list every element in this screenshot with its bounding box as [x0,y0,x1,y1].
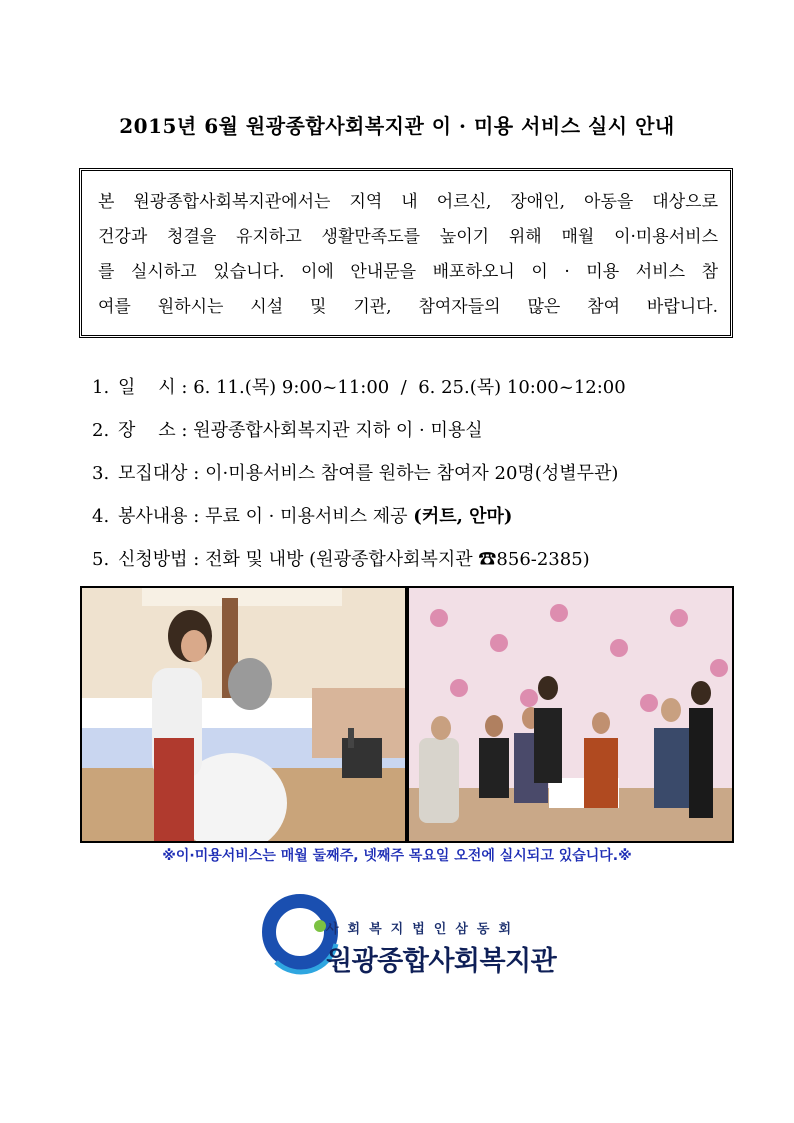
group-photo [409,588,732,841]
notice-line: 건강과 청결을 유지하고 생활만족도를 높이기 위해 매월 이·미용서비스 [98,227,718,247]
logo-subtitle: 사회복지법인삼동회 [326,922,521,937]
item-number: 2. [92,420,110,441]
notice-line: 여를 원하시는 시설 및 기관, 참여자들의 많은 참여 바랍니다. [98,297,718,317]
item-separator: : [187,506,206,527]
photo-caption: ※이·미용서비스는 매월 둘째주, 넷째주 목요일 오전에 실시되고 있습니다.※ [162,848,632,864]
logo-dot-icon [313,919,327,933]
item-label: 신청방법 [118,549,188,570]
item-separator: : [187,463,206,484]
item-label: 모집대상 [118,463,188,484]
info-item-apply [92,544,732,587]
item-number: 5. [92,549,110,570]
info-item-schedule [92,372,732,415]
item-separator: : [187,549,206,570]
item-number: 1. [92,377,110,398]
item-label: 봉사내용 [118,506,188,527]
item-separator: : [175,420,194,441]
page-title: 2015년 6월 원광종합사회복지관 이 · 미용 서비스 실시 안내 [119,114,675,138]
item-label: 일 시 [118,377,176,398]
item-number: 3. [92,463,110,484]
item-value: 원광종합사회복지관 지하 이 · 미용실 [193,420,483,441]
info-item-place [92,415,732,458]
item-separator: : [175,377,194,398]
info-item-content [92,501,732,544]
item-value: 무료 이 · 미용서비스 제공 [205,506,414,527]
haircut-photo [82,588,405,841]
info-list [92,372,732,587]
info-item-target [92,458,732,501]
organization-logo [258,892,578,982]
item-value: 이·미용서비스 참여를 원하는 참여자 20명(성별무관) [205,463,619,484]
notice-line: 본 원광종합사회복지관에서는 지역 내 어르신, 장애인, 아동을 대상으로 [98,192,718,212]
notice-line: 를 실시하고 있습니다. 이에 안내문을 배포하오니 이 · 미용 서비스 참 [98,262,718,282]
item-number: 4. [92,506,110,527]
item-value-bold: (커트, 안마) [413,506,513,527]
item-value: 전화 및 내방 (원광종합사회복지관 ☎856-2385) [205,549,590,570]
photo-strip [80,586,734,843]
item-value: 6. 11.(목) 9:00~11:00 / 6. 25.(목) 10:00~12:00 [193,377,626,398]
logo-name: 원광종합사회복지관 [326,946,557,977]
item-label: 장 소 [118,420,176,441]
notice-box [79,168,733,338]
